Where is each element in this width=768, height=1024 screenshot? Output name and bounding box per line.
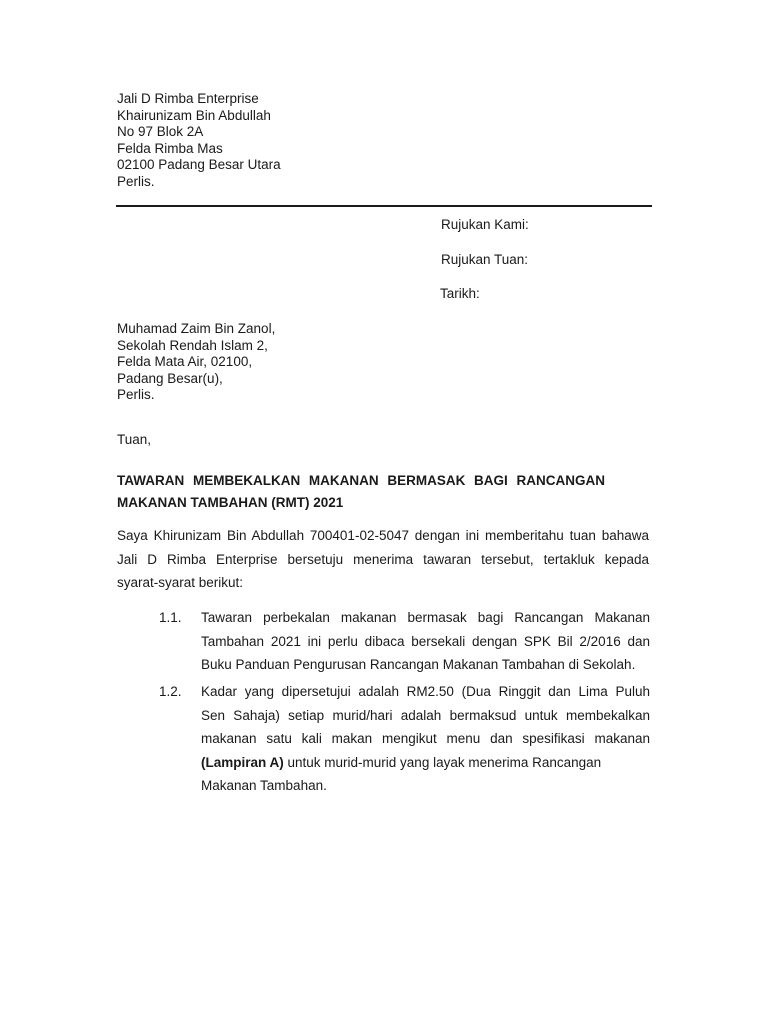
paragraph-line: syarat-syarat berikut: <box>117 575 244 590</box>
letter-subject <box>117 470 605 514</box>
sender-address-line: Felda Rimba Mas <box>117 140 223 156</box>
subject-line: TAWARAN MEMBEKALKAN MAKANAN BERMASAK BAGI RANCANGAN <box>117 473 605 488</box>
list-item-line: Sen Sahaja) setiap murid/hari adalah bermaksud untuk membekalkan <box>201 707 650 723</box>
sender-address <box>117 91 281 190</box>
paragraph-line: Saya Khirunizam Bin Abdullah 700401-02-5047 dengan ini memberitahu tuan bahawa <box>117 528 649 543</box>
paragraph-line: Jali D Rimba Enterprise bersetuju menerima tawaran tersebut, tertakluk kepada <box>117 551 649 567</box>
list-item-line-rest: untuk murid-murid yang layak menerima Rancangan <box>283 754 602 770</box>
letterhead-divider <box>116 205 652 207</box>
recipient-address-line: Padang Besar(u), <box>117 370 223 386</box>
recipient-name: Muhamad Zaim Bin Zanol, <box>117 321 276 336</box>
sender-address-line: 02100 Padang Besar Utara <box>117 157 281 172</box>
recipient-address-line: Sekolah Rendah Islam 2, <box>117 337 268 353</box>
list-item-text <box>201 606 650 677</box>
sender-address-line: No 97 Blok 2A <box>117 124 204 139</box>
sender-name: Khairunizam Bin Abdullah <box>117 107 271 123</box>
list-item-line: Makanan Tambahan. <box>201 778 327 793</box>
salutation: Tuan, <box>117 432 152 447</box>
list-item-text <box>201 680 650 798</box>
appendix-reference: (Lampiran A) <box>201 754 284 770</box>
recipient-address-line: Felda Mata Air, 02100, <box>117 354 253 369</box>
list-item-line: Buku Panduan Pengurusan Rancangan Makanan Tambahan di Sekolah. <box>201 657 636 672</box>
date-label: Tarikh: <box>440 286 480 301</box>
list-item-line: Tambahan 2021 ini perlu dibaca bersekali dengan SPK Bil 2/2016 dan <box>201 633 650 649</box>
your-reference-label: Rujukan Tuan: <box>441 252 529 267</box>
recipient-address-line: Perlis. <box>117 387 155 402</box>
subject-line: MAKANAN TAMBAHAN (RMT) 2021 <box>117 495 344 510</box>
recipient-address <box>117 321 275 404</box>
list-item-number: 1.2. <box>159 684 182 699</box>
sender-company: Jali D Rimba Enterprise <box>117 91 259 106</box>
list-item-line: Kadar yang dipersetujui adalah RM2.50 (Dua Ringgit dan Lima Puluh <box>201 684 650 699</box>
list-item-line <box>201 751 650 775</box>
intro-paragraph <box>117 524 649 595</box>
our-reference-label: Rujukan Kami: <box>441 217 529 232</box>
list-item-line: makanan satu kali makan mengikut menu dan spesifikasi makanan <box>201 731 650 746</box>
list-item-number: 1.1. <box>159 610 182 625</box>
list-item-line: Tawaran perbekalan makanan bermasak bagi Rancangan Makanan <box>201 610 650 625</box>
sender-address-line: Perlis. <box>117 173 155 189</box>
